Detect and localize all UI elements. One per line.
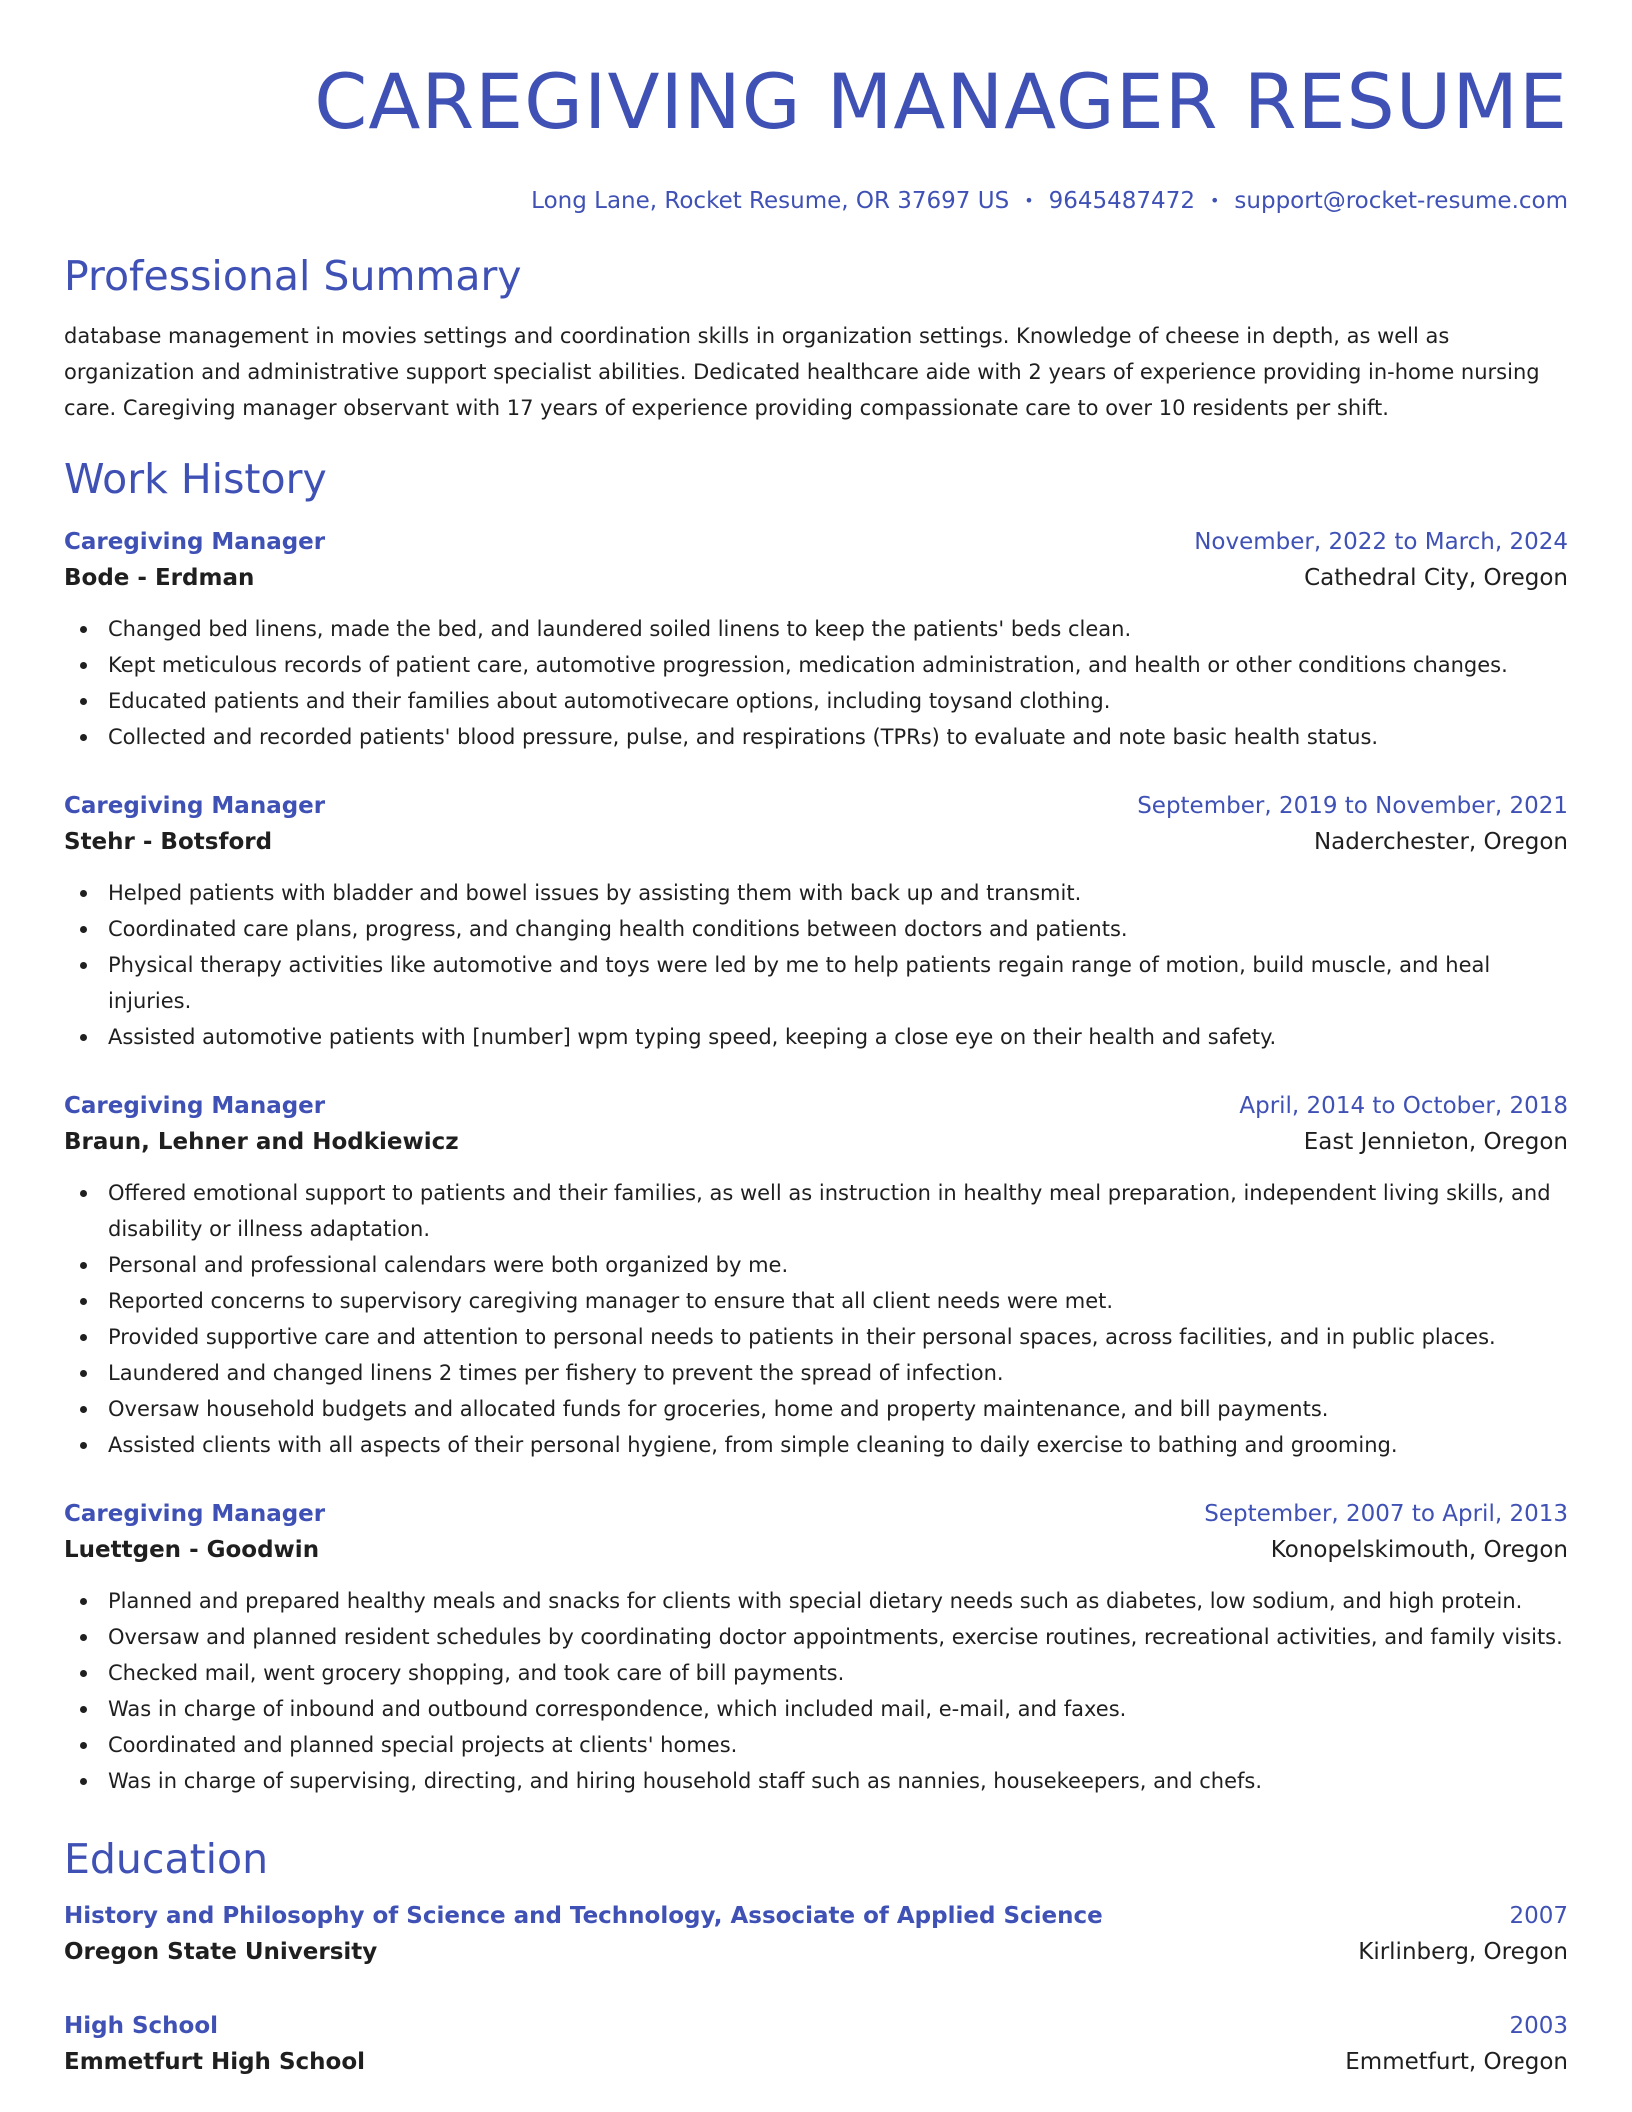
job-header xyxy=(64,1497,1568,1531)
job-bullet: Coordinated care plans, progress, and changing health conditions between doctors and patients. xyxy=(64,911,1568,947)
job-header xyxy=(64,789,1568,823)
education-degree: History and Philosophy of Science and Technology, Associate of Applied Science xyxy=(64,1903,1103,1929)
job-role: Caregiving Manager xyxy=(64,529,326,555)
job-location: Cathedral City, Oregon xyxy=(1304,565,1568,591)
contact-separator: • xyxy=(1024,191,1034,210)
job-location: Naderchester, Oregon xyxy=(1313,829,1568,855)
job-dates: November, 2022 to March, 2024 xyxy=(1194,529,1568,555)
education-entry xyxy=(64,2009,1568,2081)
job-bullet: Offered emotional support to patients and their families, as well as instruction in healthy meal preparation, independent living skills, and disability or illness adaptation. xyxy=(64,1175,1568,1247)
job-header xyxy=(64,1089,1568,1123)
job-bullet: Provided supportive care and attention to personal needs to patients in their personal spaces, across facilities, and in public places. xyxy=(64,1319,1568,1355)
job-bullet: Kept meticulous records of patient care, automotive progression, medication administration, and health or other conditions changes. xyxy=(64,647,1568,683)
job-bullet: Educated patients and their families about automotivecare options, including toysand clothing. xyxy=(64,683,1568,719)
job-bullet: Oversaw household budgets and allocated funds for groceries, home and property maintenance, and bill payments. xyxy=(64,1391,1568,1427)
education-list xyxy=(64,1899,1568,2081)
education-year: 2003 xyxy=(1509,2013,1568,2039)
job-location: East Jennieton, Oregon xyxy=(1303,1129,1568,1155)
job-entry xyxy=(64,1497,1568,1799)
job-subheader xyxy=(64,823,1568,861)
job-bullet: Oversaw and planned resident schedules by coordinating doctor appointments, exercise routines, recreational activities, and family visits. xyxy=(64,1619,1568,1655)
job-bullets xyxy=(64,875,1568,1055)
summary-text: database management in movies settings and coordination skills in organization settings. Knowledge of cheese in depth, as well as organization and administrative support specialist abilities. Dedicated healthcare aide with 2 years of experience providing in-home nursing care. Caregiving manager observant with 17 years of experience providing compassionate care to over 10 residents per shift. xyxy=(64,324,1540,420)
education-subheader xyxy=(64,2043,1568,2081)
contact-separator: • xyxy=(1209,191,1220,210)
contact-address: Long Lane, Rocket Resume, OR 37697 US xyxy=(531,188,1010,214)
job-company: Stehr - Botsford xyxy=(64,829,273,855)
section-heading-education: Education xyxy=(64,1835,269,1883)
job-company: Bode - Erdman xyxy=(64,565,255,591)
job-subheader xyxy=(64,1123,1568,1161)
contact-email[interactable]: support@rocket-resume.com xyxy=(1234,188,1568,214)
job-bullets xyxy=(64,1175,1568,1463)
job-bullet: Assisted clients with all aspects of their personal hygiene, from simple cleaning to daily exercise to bathing and grooming. xyxy=(64,1427,1568,1463)
job-company: Braun, Lehner and Hodkiewicz xyxy=(64,1129,459,1155)
job-bullet: Assisted automotive patients with [number] wpm typing speed, keeping a close eye on their health and safety. xyxy=(64,1019,1568,1055)
resume-title: CAREGIVING MANAGER RESUME xyxy=(314,57,1568,146)
work-history-list xyxy=(64,525,1568,1799)
education-header xyxy=(64,2009,1568,2043)
job-bullet: Personal and professional calendars were both organized by me. xyxy=(64,1247,1568,1283)
job-subheader xyxy=(64,1531,1568,1569)
job-bullet: Checked mail, went grocery shopping, and took care of bill payments. xyxy=(64,1655,1568,1691)
job-bullet: Helped patients with bladder and bowel issues by assisting them with back up and transmit. xyxy=(64,875,1568,911)
job-dates: April, 2014 to October, 2018 xyxy=(1239,1093,1568,1119)
job-bullets xyxy=(64,611,1568,755)
education-location: Kirlinberg, Oregon xyxy=(1358,1939,1568,1965)
job-bullet: Was in charge of supervising, directing, and hiring household staff such as nannies, housekeepers, and chefs. xyxy=(64,1763,1568,1799)
job-entry xyxy=(64,789,1568,1055)
job-entry xyxy=(64,1089,1568,1463)
contact-line xyxy=(64,186,1568,216)
job-bullet: Coordinated and planned special projects at clients' homes. xyxy=(64,1727,1568,1763)
job-bullets xyxy=(64,1583,1568,1799)
education-subheader xyxy=(64,1933,1568,1971)
job-company: Luettgen - Goodwin xyxy=(64,1537,320,1563)
job-role: Caregiving Manager xyxy=(64,1501,326,1527)
job-bullet: Changed bed linens, made the bed, and laundered soiled linens to keep the patients' beds clean. xyxy=(64,611,1568,647)
section-heading-work-history: Work History xyxy=(64,455,327,503)
job-bullet: Laundered and changed linens 2 times per fishery to prevent the spread of infection. xyxy=(64,1355,1568,1391)
contact-phone[interactable]: 9645487472 xyxy=(1048,188,1195,214)
job-dates: September, 2019 to November, 2021 xyxy=(1137,793,1568,819)
education-location: Emmetfurt, Oregon xyxy=(1345,2049,1568,2075)
education-header xyxy=(64,1899,1568,1933)
job-dates: September, 2007 to April, 2013 xyxy=(1204,1501,1568,1527)
job-location: Konopelskimouth, Oregon xyxy=(1270,1537,1568,1563)
job-bullet: Physical therapy activities like automotive and toys were led by me to help patients regain range of motion, build muscle, and heal injuries. xyxy=(64,947,1568,1019)
job-role: Caregiving Manager xyxy=(64,793,326,819)
job-role: Caregiving Manager xyxy=(64,1093,326,1119)
section-heading-summary: Professional Summary xyxy=(64,252,522,300)
education-degree: High School xyxy=(64,2013,219,2039)
education-year: 2007 xyxy=(1509,1903,1568,1929)
job-bullet: Reported concerns to supervisory caregiving manager to ensure that all client needs were met. xyxy=(64,1283,1568,1319)
job-subheader xyxy=(64,559,1568,597)
education-school: Emmetfurt High School xyxy=(64,2049,365,2075)
education-school: Oregon State University xyxy=(64,1939,378,1965)
job-entry xyxy=(64,525,1568,755)
education-entry xyxy=(64,1899,1568,1971)
job-header xyxy=(64,525,1568,559)
job-bullet: Collected and recorded patients' blood pressure, pulse, and respirations (TPRs) to evaluate and note basic health status. xyxy=(64,719,1568,755)
job-bullet: Planned and prepared healthy meals and snacks for clients with special dietary needs such as diabetes, low sodium, and high protein. xyxy=(64,1583,1568,1619)
job-bullet: Was in charge of inbound and outbound correspondence, which included mail, e-mail, and faxes. xyxy=(64,1691,1568,1727)
